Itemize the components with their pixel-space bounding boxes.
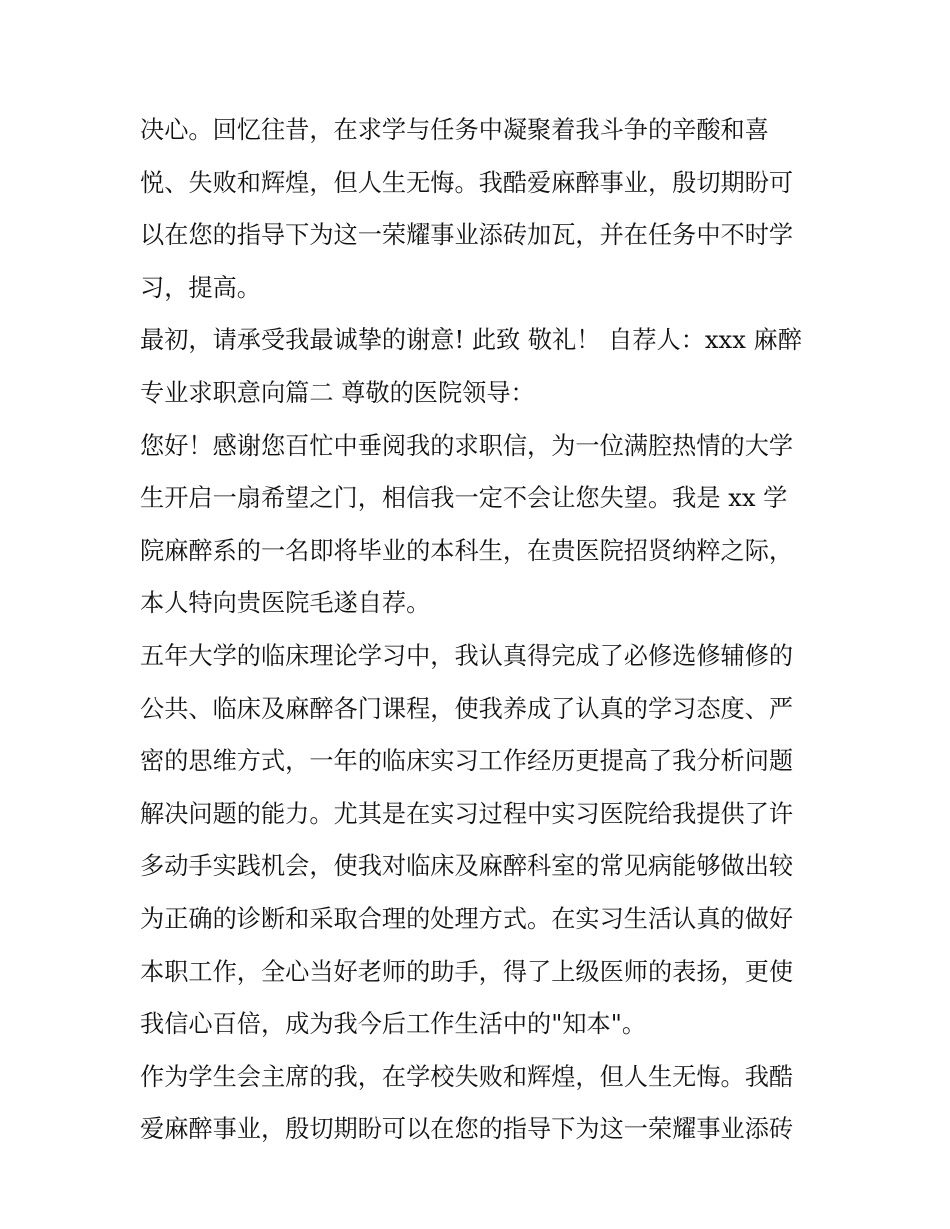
text-line: 您好！感谢您百忙中垂阅我的求职信，为一位满腔热情的大学	[140, 431, 794, 460]
text-line: 密的思维方式，一年的临床实习工作经历更提高了我分析问题	[140, 747, 794, 776]
text-line: 决心。回忆往昔，在求学与任务中凝聚着我斗争的辛酸和喜	[140, 116, 769, 144]
text-line: 悦、失败和辉煌，但人生无悔。我酷爱麻醉事业，殷切期盼可	[140, 168, 794, 197]
text-line: 生开启一扇希望之门，相信我一定不会让您失望。我是 xx 学	[140, 484, 788, 513]
text-line: 以在您的指导下为这一荣耀事业添砖加瓦，并在任务中不时学	[140, 221, 794, 250]
text-line: 爱麻醉事业，殷切期盼可以在您的指导下为这一荣耀事业添砖	[140, 1115, 794, 1144]
text-line: 公共、临床及麻醉各门课程，使我养成了认真的学习态度、严	[140, 694, 794, 723]
text-line: 本人特向贵医院毛遂自荐。	[140, 589, 431, 618]
text-line: 作为学生会主席的我，在学校失败和辉煌，但人生无悔。我酷	[140, 1062, 794, 1091]
text-line: 五年大学的临床理论学习中，我认真得完成了必修选修辅修的	[140, 641, 794, 670]
text-line: 院麻醉系的一名即将毕业的本科生，在贵医院招贤纳粹之际，	[140, 536, 794, 565]
text-line: 多动手实践机会，使我对临床及麻醉科室的常见病能够做出较	[140, 852, 794, 881]
text-line: 我信心百倍，成为我今后工作生活中的"知本"。	[140, 1010, 647, 1039]
text-line: 最初，请承受我最诚挚的谢意! 此致 敬礼！ 自荐人：xxx 麻醉	[140, 326, 802, 355]
text-line: 解决问题的能力。尤其是在实习过程中实习医院给我提供了许	[140, 799, 794, 828]
document-body	[140, 104, 812, 1156]
text-line: 本职工作，全心当好老师的助手，得了上级医师的表扬，更使	[140, 957, 794, 986]
text-line: 为正确的诊断和采取合理的处理方式。在实习生活认真的做好	[140, 904, 794, 933]
text-line: 习，提高。	[140, 273, 261, 302]
text-line: 专业求职意向篇二 尊敬的医院领导：	[140, 378, 535, 407]
